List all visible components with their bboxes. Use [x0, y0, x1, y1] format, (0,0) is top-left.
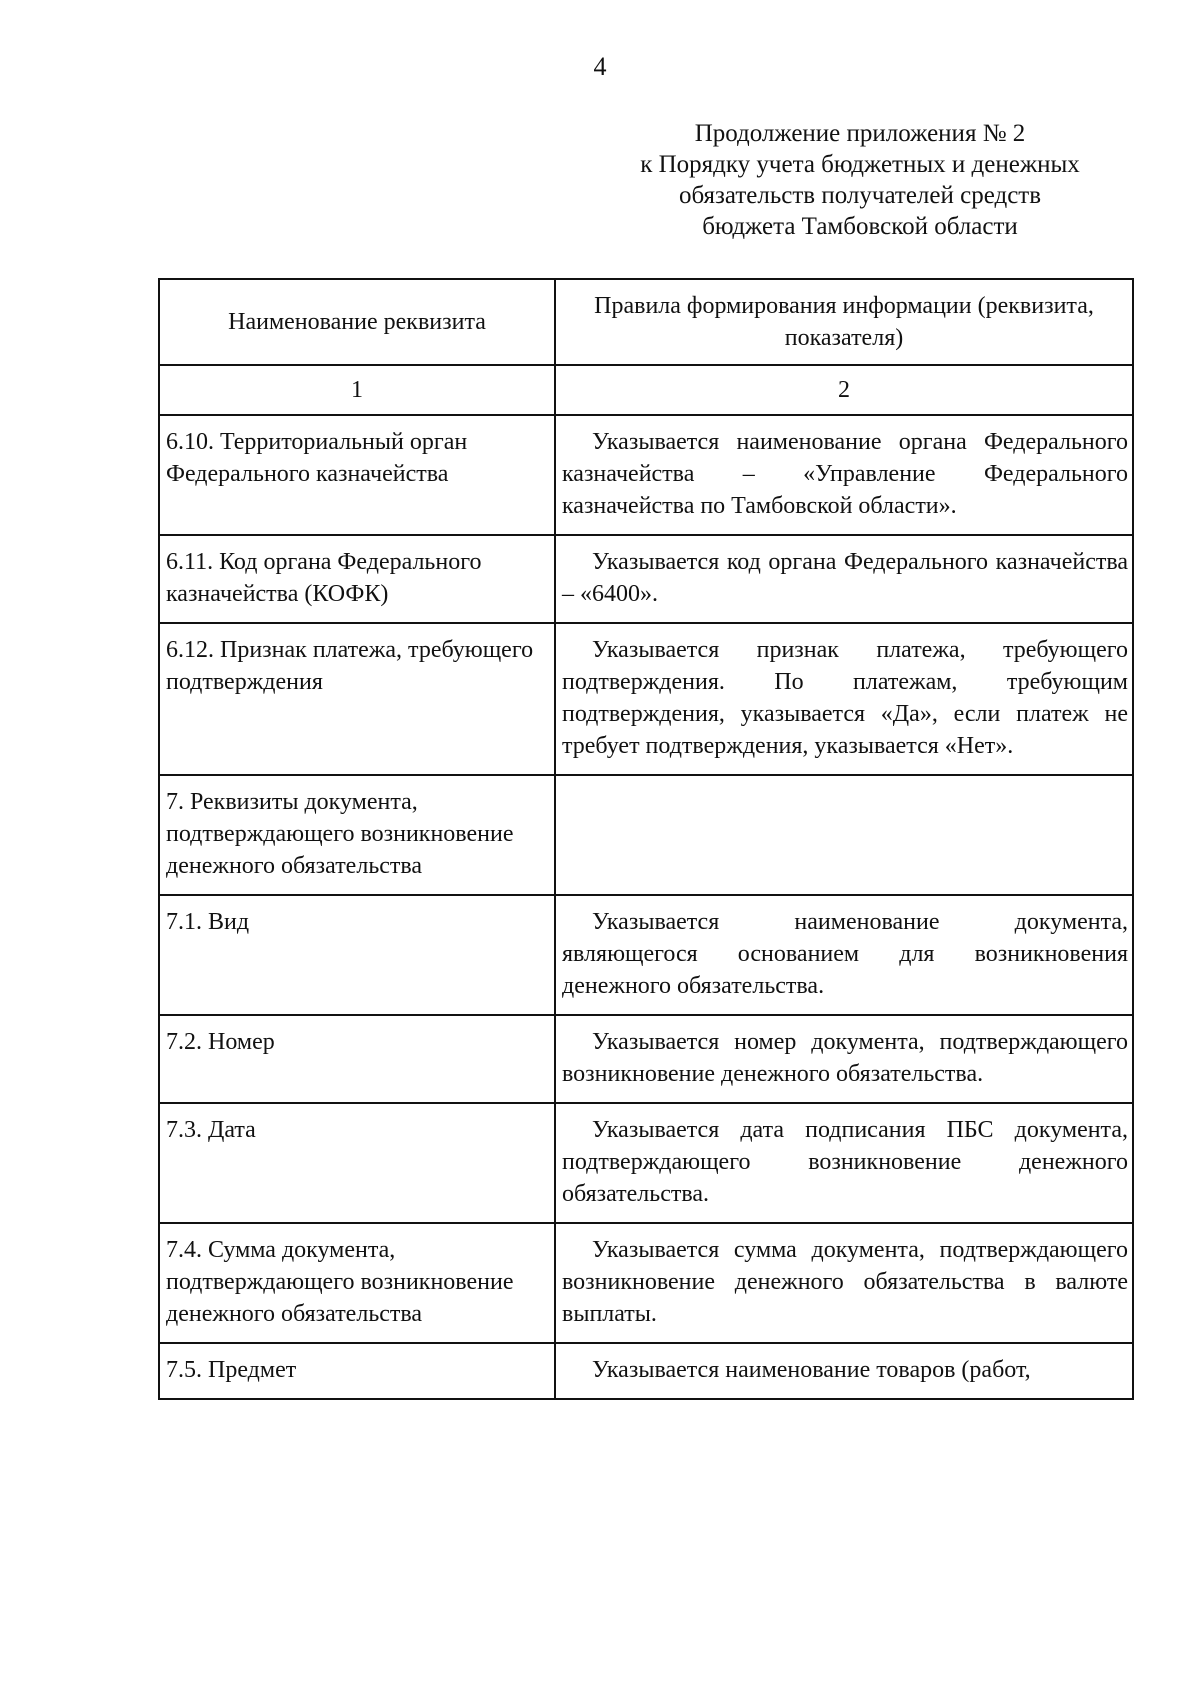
- appendix-header-line: к Порядку учета бюджетных и денежных: [640, 151, 1080, 178]
- requisite-rule-text: Указывается номер документа, подтверждающего возникновение денежного обязательства.: [562, 1029, 1128, 1087]
- requisite-rule: [555, 535, 1133, 623]
- requisite-name: 6.10. Территориальный орган Федерального казначейства: [159, 415, 555, 535]
- appendix-header: [590, 118, 1130, 242]
- column-header-rules: Правила формирования информации (реквизита, показателя): [555, 279, 1133, 365]
- requisite-rule: [555, 623, 1133, 775]
- requisites-table: [158, 278, 1134, 1400]
- requisite-rule-text: Указывается наименование товаров (работ,: [592, 1357, 1031, 1383]
- table-row: [159, 1015, 1133, 1103]
- table-row: [159, 1223, 1133, 1343]
- appendix-header-line: бюджета Тамбовской области: [702, 213, 1018, 240]
- appendix-header-line: Продолжение приложения № 2: [694, 120, 1026, 147]
- column-number-row: [159, 365, 1133, 415]
- requisite-rule-text: Указывается признак платежа, требующего подтверждения. По платежам, требующим подтверждения, указывается «Да», если платеж не требует подтверждения, указывается «Нет».: [562, 637, 1128, 759]
- table-row: [159, 775, 1133, 895]
- table-row: [159, 1343, 1133, 1399]
- requisite-rule-text: Указывается наименование документа, являющегося основанием для возникновения денежного обязательства.: [562, 909, 1128, 999]
- requisite-name: 6.11. Код органа Федерального казначейства (КОФК): [159, 535, 555, 623]
- requisite-name: 7. Реквизиты документа, подтверждающего возникновение денежного обязательства: [159, 775, 555, 895]
- appendix-header-line: обязательств получателей средств: [678, 182, 1042, 209]
- table-row: [159, 535, 1133, 623]
- requisite-name: 6.12. Признак платежа, требующего подтверждения: [159, 623, 555, 775]
- requisite-name: 7.1. Вид: [159, 895, 555, 1015]
- requisite-rule: [555, 1223, 1133, 1343]
- requisite-name: 7.5. Предмет: [159, 1343, 555, 1399]
- requisite-name: 7.4. Сумма документа, подтверждающего возникновение денежного обязательства: [159, 1223, 555, 1343]
- requisite-rule-text: Указывается код органа Федерального казначейства – «6400».: [562, 549, 1128, 607]
- requisite-rule: [555, 775, 1133, 895]
- requisite-rule: [555, 1103, 1133, 1223]
- page-number: 4: [593, 52, 607, 81]
- requisite-rule-text: Указывается наименование органа Федерального казначейства – «Управление Федерального казначейства по Тамбовской области».: [562, 429, 1128, 519]
- requisite-rule: [555, 415, 1133, 535]
- requisite-rule: [555, 895, 1133, 1015]
- table-row: [159, 895, 1133, 1015]
- requisite-name: 7.3. Дата: [159, 1103, 555, 1223]
- table-header-row: [159, 279, 1133, 365]
- requisite-rule: [555, 1015, 1133, 1103]
- requisite-rule: [555, 1343, 1133, 1399]
- table-row: [159, 623, 1133, 775]
- column-header-name: Наименование реквизита: [159, 279, 555, 365]
- requisite-rule-text: Указывается дата подписания ПБС документа, подтверждающего возникновение денежного обязательства.: [562, 1117, 1128, 1207]
- table-row: [159, 1103, 1133, 1223]
- table-row: [159, 415, 1133, 535]
- requisite-rule-text: Указывается сумма документа, подтверждающего возникновение денежного обязательства в валюте выплаты.: [562, 1237, 1128, 1327]
- requisite-name: 7.2. Номер: [159, 1015, 555, 1103]
- column-number: 1: [159, 365, 555, 415]
- column-number: 2: [555, 365, 1133, 415]
